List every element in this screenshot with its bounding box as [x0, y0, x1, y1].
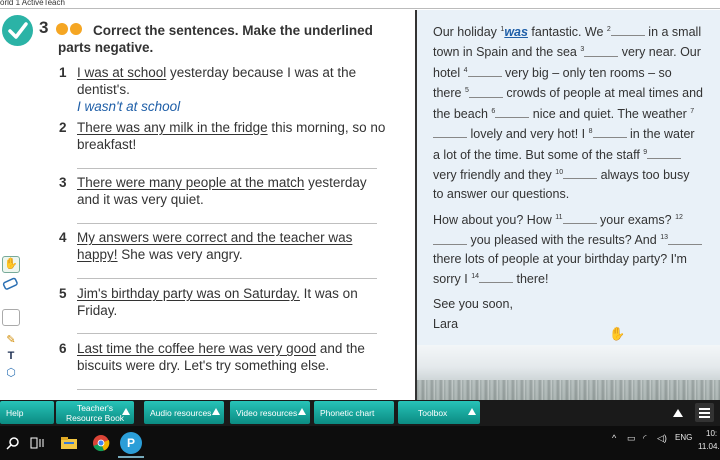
gap-field[interactable] — [433, 234, 467, 245]
video-resources-button[interactable]: Video resources — [230, 401, 310, 424]
item-number: 3 — [59, 175, 67, 190]
city-scenery-image — [417, 345, 720, 400]
chevron-up-icon — [468, 408, 476, 415]
volume-icon[interactable]: ◁) — [657, 433, 667, 443]
letter-signature: Lara — [433, 316, 459, 331]
answer-line-3[interactable] — [77, 223, 377, 224]
app-toolbar — [0, 400, 720, 426]
underlined-part: Jim's birthday party was on Saturday. — [77, 286, 300, 301]
item-number: 2 — [59, 120, 67, 135]
underlined-part: There was any milk in the fridge — [77, 120, 268, 135]
window-title: orld 1 ActiveTeach — [0, 0, 65, 7]
text-tool-icon[interactable]: T — [7, 350, 15, 362]
gap-field[interactable] — [433, 127, 467, 138]
pearson-app-icon[interactable]: P — [120, 432, 142, 454]
item-text — [77, 119, 387, 153]
menu-icon[interactable] — [695, 403, 714, 422]
difficulty-dots — [56, 23, 82, 35]
clock-time[interactable]: 10: — [706, 429, 718, 438]
item-rest: yesterday and it was very quiet. — [77, 175, 367, 207]
item-rest: She was very angry. — [117, 247, 243, 262]
exercise-number: 3 — [39, 18, 49, 37]
chrome-icon[interactable] — [90, 432, 112, 454]
chevron-up-icon — [122, 408, 130, 415]
item-number: 1 — [59, 65, 67, 80]
phonetic-chart-button[interactable]: Phonetic chart — [314, 401, 394, 424]
wifi-icon[interactable]: ◜ — [643, 433, 647, 443]
item-text — [77, 285, 387, 319]
item-text — [77, 229, 387, 263]
tray-chevron-up-icon[interactable]: ^ — [612, 433, 617, 443]
gap-field[interactable] — [469, 87, 503, 98]
difficulty-dot-icon — [70, 23, 82, 35]
window-titlebar — [0, 0, 720, 9]
item-number: 5 — [59, 286, 67, 301]
item-number: 6 — [59, 341, 67, 356]
active-app-indicator — [118, 456, 144, 458]
item-rest: this morning, so no breakfast! — [77, 120, 386, 152]
gap-field[interactable] — [479, 272, 513, 283]
gap-field[interactable] — [468, 66, 502, 77]
instruction-line2: parts negative. — [58, 40, 154, 55]
shape-tool-icon[interactable]: ⬡ — [6, 367, 16, 379]
teachers-resource-book-button[interactable]: Teacher's Resource Book — [56, 401, 134, 424]
answer-line-4[interactable] — [77, 278, 377, 279]
language-indicator[interactable]: ENG — [675, 433, 693, 442]
eraser-tool-icon[interactable] — [2, 277, 20, 294]
answer-line-2[interactable] — [77, 168, 377, 169]
task-view-icon[interactable] — [26, 432, 48, 454]
hand-cursor-icon: ✋ — [609, 326, 626, 341]
gap-field[interactable] — [584, 46, 618, 57]
difficulty-dot-icon — [56, 23, 68, 35]
chevron-up-icon — [298, 408, 306, 415]
chevron-up-icon — [212, 408, 220, 415]
search-icon[interactable] — [2, 432, 24, 454]
gap-field[interactable] — [668, 234, 702, 245]
gap-field[interactable] — [647, 148, 681, 159]
help-button[interactable]: Help — [0, 401, 54, 424]
letter-text — [433, 21, 703, 339]
item-rest: yesterday because I was at the dentist's. — [77, 65, 357, 97]
page-tool-icon[interactable] — [2, 309, 20, 326]
answer-line-5[interactable] — [77, 333, 377, 334]
audio-resources-button[interactable]: Audio resources — [144, 401, 224, 424]
instruction-line1: Correct the sentences. Make the underlined — [93, 23, 373, 38]
underlined-part: Last time the coffee here was very good — [77, 341, 317, 356]
file-explorer-icon[interactable] — [58, 432, 80, 454]
highlighter-tool-icon[interactable]: ✎ — [6, 334, 16, 346]
filled-answer: was — [504, 25, 528, 40]
underlined-part: My answers were correct and the teacher was happy! — [77, 230, 353, 262]
gap-field[interactable] — [563, 168, 597, 179]
item-text — [77, 174, 387, 208]
underlined-part: There were many people at the match — [77, 175, 305, 190]
letter-paragraph-1: Our holiday $^1$was fantastic. We $^2$ in a small town in Spain and the sea $^3$ very near. Our hotel $^4$ very big – only ten rooms – so there $^5$ crowds of people at meal times and the beach $^6$ nice and quiet. The weather $^7$ lovely and very hot! I $^8$ in the water a lot of the time. But some of the staff $^9$ very friendly and they $^{10}$ always too busy to answer our questions. — [433, 25, 703, 201]
item-text — [77, 340, 387, 374]
gap-field[interactable] — [593, 127, 627, 138]
gap-field[interactable] — [495, 107, 529, 118]
battery-icon[interactable]: ▭ — [627, 433, 636, 443]
letter-closing: See you soon, — [433, 296, 513, 311]
answer-1: I wasn't at school — [77, 99, 181, 114]
item-text — [77, 64, 387, 98]
toolbox-button[interactable]: Toolbox — [398, 401, 480, 424]
underlined-part: I was at school — [77, 65, 167, 80]
item-number: 4 — [59, 230, 67, 245]
item-rest: and the biscuits were dry. Let's try something else. — [77, 341, 365, 373]
clock-date[interactable]: 11.04. — [698, 442, 720, 451]
item-rest: It was on Friday. — [77, 286, 358, 318]
fullscreen-icon[interactable] — [669, 403, 688, 422]
gap-field[interactable] — [563, 213, 597, 224]
hand-tool-icon[interactable]: ✋ — [2, 256, 20, 273]
annotation-toolstrip — [0, 243, 24, 388]
answer-line-6[interactable] — [77, 389, 377, 390]
gap-field[interactable] — [611, 25, 645, 36]
check-icon[interactable] — [2, 15, 33, 46]
letter-paragraph-2: How about you? How $^{11}$ your exams? $^{12}$ you pleased with the results? And $^{13}$ there lots of people at your birthday party? I'm sorry I $^{14}$ there! — [433, 209, 703, 289]
